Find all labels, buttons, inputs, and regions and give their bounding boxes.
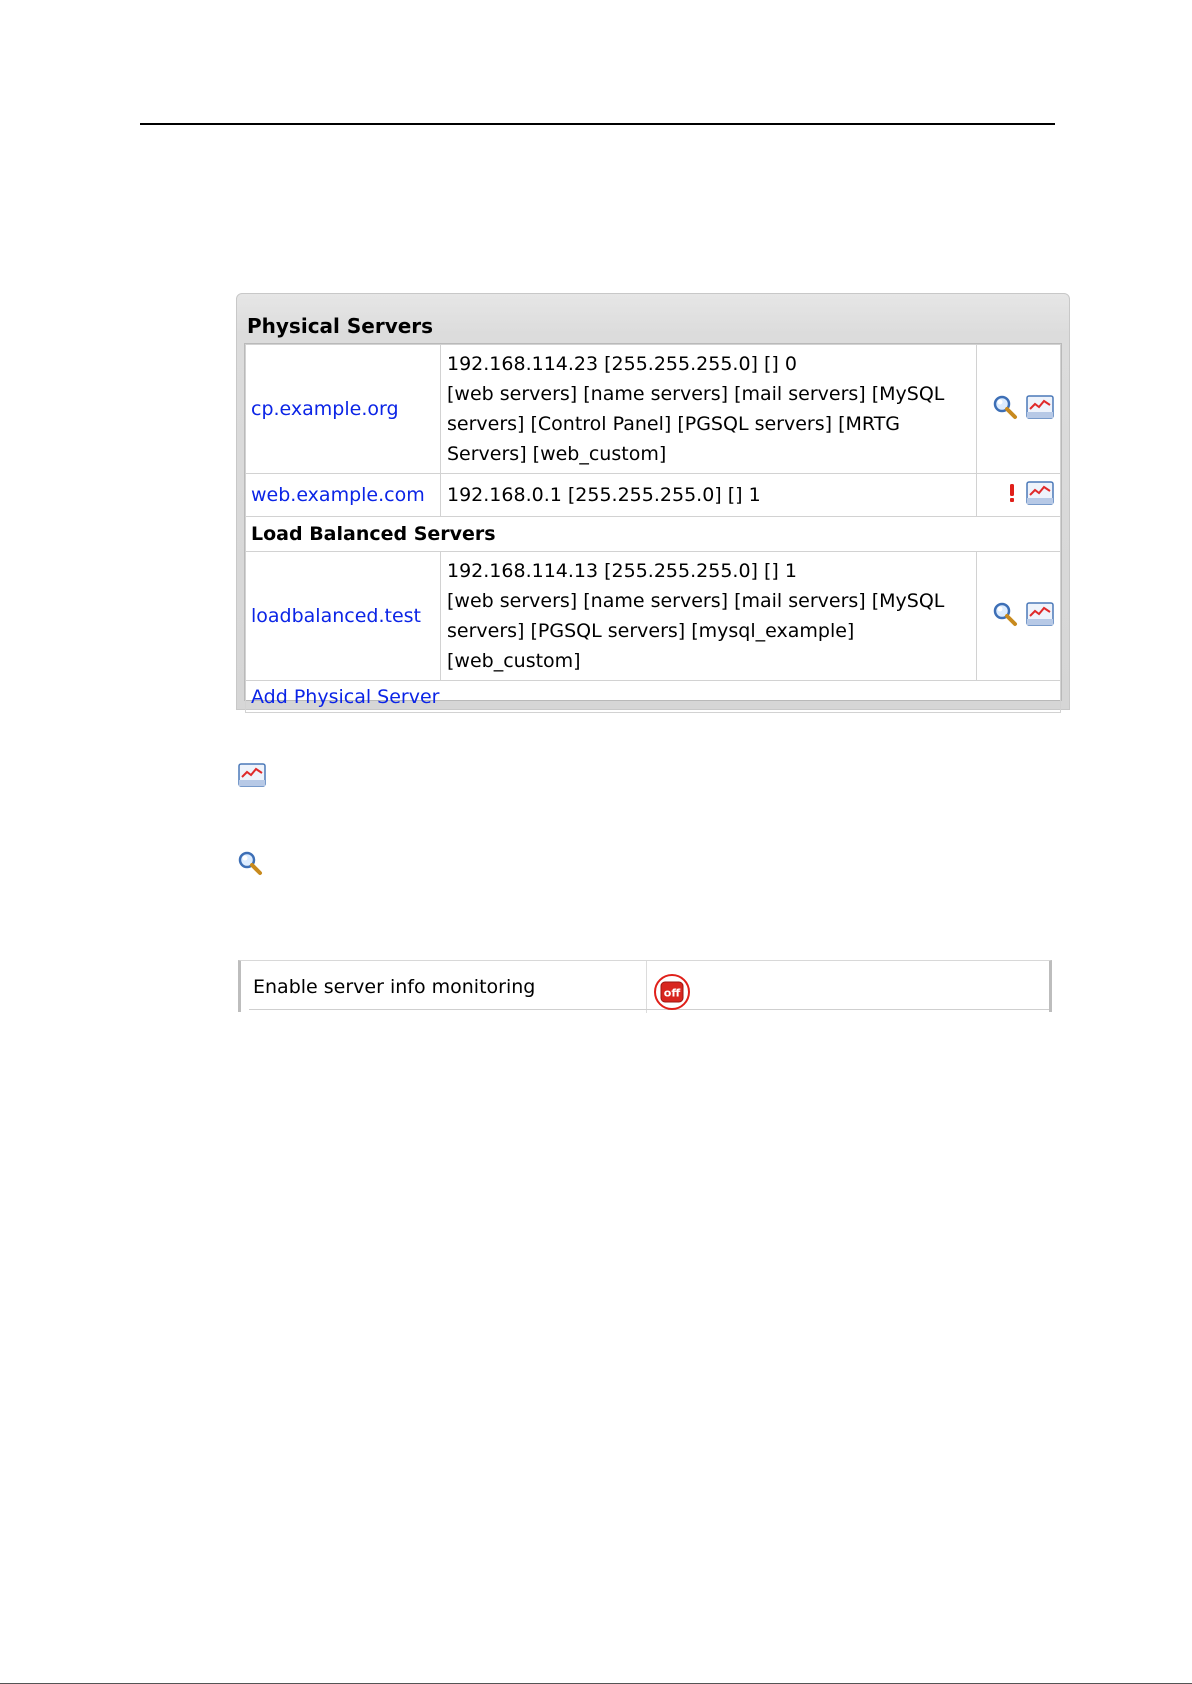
server-actions [977,345,1061,474]
monitoring-setting-label: Enable server info monitoring [253,976,536,998]
server-info: 192.168.114.13 [255.255.255.0] [] 1 [web servers] [name servers] [mail servers] [MySQL servers] [PGSQL servers] [mysql_example] [web_custom] [441,552,977,681]
server-link-loadbalanced-test[interactable]: loadbalanced.test [251,605,421,627]
monitoring-setting-row [238,960,1052,1012]
server-actions [977,552,1061,681]
server-info: 192.168.0.1 [255.255.255.0] [] 1 [441,474,977,517]
server-link-web-example-com[interactable]: web.example.com [251,484,425,506]
add-row [246,681,1061,713]
graph-icon[interactable] [1026,395,1054,424]
group-row [246,517,1061,552]
svg-text:off: off [663,986,681,1000]
server-actions [977,474,1061,517]
table-row [246,345,1061,474]
column-divider [646,961,647,1013]
header-rule [140,123,1055,125]
add-physical-server-link[interactable]: Add Physical Server [251,685,440,708]
graph-icon[interactable] [1026,481,1054,510]
warning-icon[interactable] [1006,482,1018,509]
physical-servers-panel [236,293,1070,710]
servers-table-container [244,343,1062,708]
server-link-cp-example-org[interactable]: cp.example.org [251,398,399,420]
off-toggle-icon[interactable] [652,972,692,1016]
row-divider [249,1009,1049,1010]
magnifier-icon[interactable] [992,601,1018,632]
magnifier-icon[interactable] [992,394,1018,425]
panel-title: Physical Servers [247,314,434,338]
servers-table [245,344,1061,713]
table-row [246,552,1061,681]
graph-icon[interactable] [1026,602,1054,631]
magnifier-icon [237,850,263,880]
graph-icon [238,763,266,791]
table-row [246,474,1061,517]
group-label: Load Balanced Servers [246,517,1061,552]
server-info: 192.168.114.23 [255.255.255.0] [] 0 [web servers] [name servers] [mail servers] [MySQL servers] [Control Panel] [PGSQL servers] [MRTG Servers] [web_custom] [441,345,977,474]
